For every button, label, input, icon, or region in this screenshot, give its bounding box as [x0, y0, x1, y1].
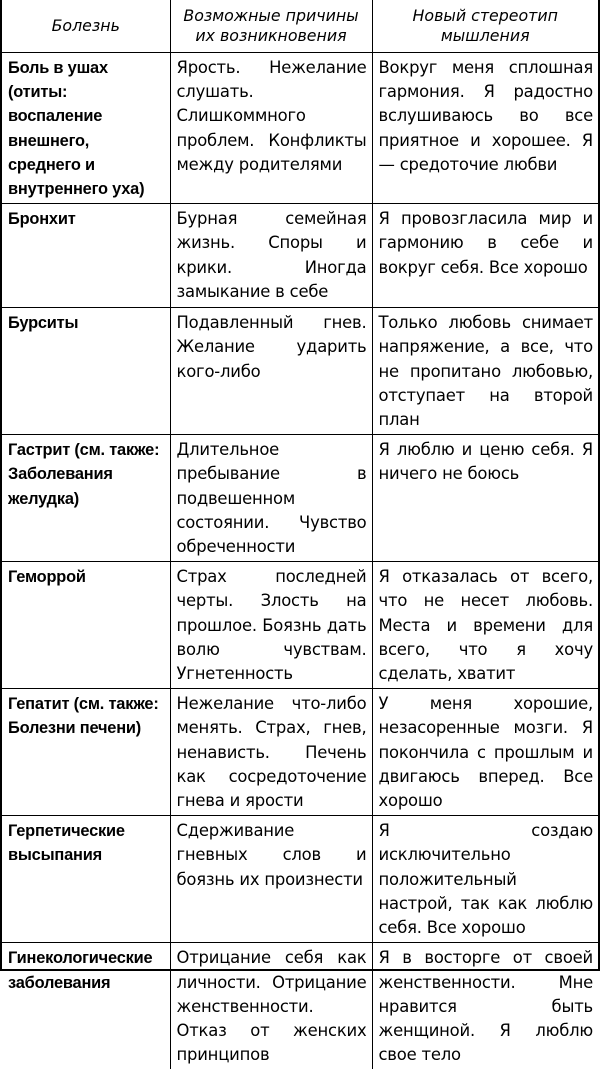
causes-cell: Ярость. Нежелание слушать. Слишкоммного проблем. Конфликты между родителями [170, 53, 372, 204]
header-disease: Болезнь [2, 0, 170, 53]
table-row [2, 53, 598, 204]
table-row [2, 204, 598, 308]
disease-cell: Гастрит (см. также: Заболевания желудка) [2, 435, 170, 562]
causes-cell: Сдерживание гневных слов и боязнь их произнести [170, 816, 372, 943]
disease-cell: Бронхит [2, 204, 170, 308]
header-stereotype: Новый стереотип мышления [372, 0, 598, 53]
table-row [2, 943, 598, 1069]
table-row [2, 689, 598, 816]
header-causes: Возможные причины их возникновения [170, 0, 372, 53]
stereotype-cell: Я отказалась от всего, что не несет любовь. Места и времени для всего, что я хочу сделать, хватит [372, 562, 598, 689]
causes-cell: Подавленный гнев. Желание ударить кого-либо [170, 308, 372, 435]
table-header-row [2, 0, 598, 53]
table-row [2, 435, 598, 562]
disease-cell: Гинекологические заболевания [2, 943, 170, 1069]
causes-cell: Отрицание себя как личности. Отрицание женственности. Отказ от женских принципов [170, 943, 372, 1069]
disease-cell: Бурситы [2, 308, 170, 435]
stereotype-cell: Только любовь снимает напряжение, а все, что не пропитано любовью, отступает на второй план [372, 308, 598, 435]
stereotype-cell: Я люблю и ценю себя. Я ничего не боюсь [372, 435, 598, 562]
table-row [2, 562, 598, 689]
disease-cell: Геморрой [2, 562, 170, 689]
causes-cell: Страх последней черты. Злость на прошлое. Боязнь дать волю чувствам. Угнетенность [170, 562, 372, 689]
stereotype-cell: У меня хорошие, незасоренные мозги. Я покончила с прошлым и двигаюсь вперед. Все хорошо [372, 689, 598, 816]
disease-cell: Гепатит (см. также: Болезни печени) [2, 689, 170, 816]
causes-cell: Длительное пребывание в подвешенном состоянии. Чувство обреченности [170, 435, 372, 562]
stereotype-cell: Вокруг меня сплошная гармония. Я радостно вслушиваюсь во все приятное и хорошее. Я — средоточие любви [372, 53, 598, 204]
stereotype-cell: Я создаю исключительно положительный настрой, так как люблю себя. Все хорошо [372, 816, 598, 943]
table-row [2, 816, 598, 943]
stereotype-cell: Я провозгласила мир и гармонию в себе и вокруг себя. Все хорошо [372, 204, 598, 308]
diseases-table [2, 0, 598, 1069]
disease-cell: Герпетические высыпания [2, 816, 170, 943]
causes-cell: Бурная семейная жизнь. Споры и крики. Иногда замыкание в себе [170, 204, 372, 308]
table-row [2, 308, 598, 435]
disease-cell: Боль в ушах (отиты: воспаление внешнего, среднего и внутреннего уха) [2, 53, 170, 204]
stereotype-cell: Я в восторге от своей женственности. Мне нравится быть женщиной. Я люблю свое тело [372, 943, 598, 1069]
causes-cell: Нежелание что-либо менять. Страх, гнев, ненависть. Печень как сосредоточение гнева и ярости [170, 689, 372, 816]
